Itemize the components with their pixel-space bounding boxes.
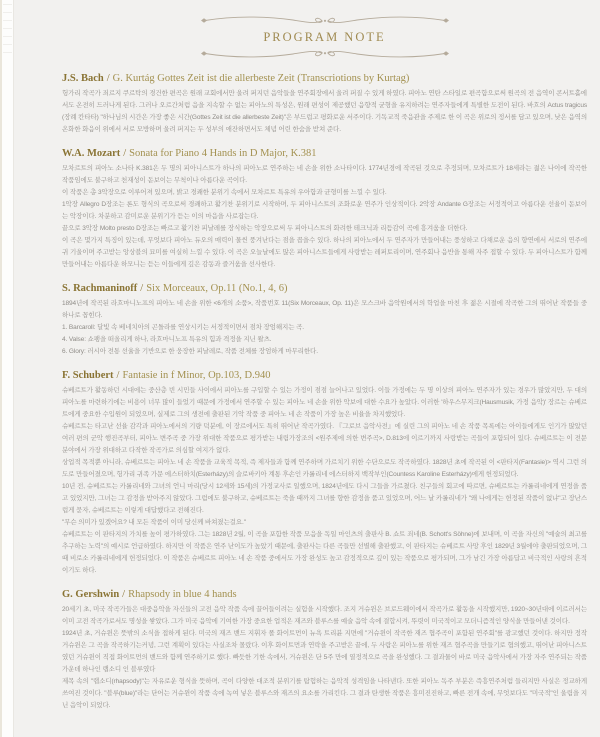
heading-divider: /: [140, 283, 144, 294]
page-edge-strip: [0, 0, 14, 737]
work-title: Rhapsody in blue 4 hands: [128, 589, 237, 600]
section-heading: [62, 369, 587, 382]
program-note-paragraph: 이 곡은 몇가지 특징이 있는데, 무엇보다 피아노 듀오의 매력이 물씬 풍겨난다는 점을 꼽을수 있다. 하나의 피아노에서 두 연주자가 만들어내는 풍성하고 다채로운 음의 향연에서 서로의 연주에 귀 기울이며 주고받는 앙상블의 묘미를 여실히 느낄 수 있다. 이 곡은 오늘날에도 많은 피아니스트들에게 사랑받는 레퍼토리이며, 연주회나 음반을 통해 자주 접할 수 있다. 두 피아니스트가 함께 만들어내는 아름다운 하모니는 듣는 이들에게 깊은 감동과 즐거움을 선사한다.: [62, 237, 587, 268]
section-bach: [62, 72, 587, 136]
heading-divider: /: [116, 370, 120, 381]
program-note-paragraph: 슈베르트는 이 판타지의 가치를 높이 평가하였다. 그는 1828년 2월, 이 곡을 포함한 작품 모음을 독일 마인츠의 출판사 B. 쇼트 죄네(B. Schott's Söhne)에 보내며, 이 곡을 자신의 "예술의 최고를 추구하는 노력"의 예시로 언급하였다. 하지만 이 작품은 연주 난이도가 높았기 때문에, 출판사는 다른 곡들만 선별해 출판했고, 이 판타지는 슈베르트 사망 후인 1829년 3월에야 출판되었으며, 그때 비로소 카롤리네에게 헌정되었다. 이 작품은 슈베르트 피아노 네 손 작품 중에서도 가장 완성도 높고 감정적으로 깊이 있는 작품으로 평가되며, 그가 남긴 가장 아름답고 비극적인 사랑의 흔적이기도 하다.: [62, 531, 587, 574]
program-note-header: [175, 14, 475, 60]
work-title: Sonata for Piano 4 Hands in D Major, K.381: [129, 148, 317, 159]
page-title: PROGRAM NOTE: [263, 30, 386, 44]
section-mozart: [62, 147, 587, 271]
program-note-paragraph: 4. Valse: 쇼팽을 떠올리게 하나, 라흐마니노프 특유의 힘과 격정을 지닌 왈츠.: [62, 336, 272, 343]
program-note-paragraph: 1. Barcaroll: 달빛 속 베네치아의 곤돌라를 연상시키는 서정적이면서 점차 장엄해지는 곡.: [62, 324, 304, 331]
program-note-paragraph: 슈베르트는 타고난 선율 감각과 피아노에서의 기량 덕분에, 이 장르에서도 특히 뛰어난 작곡가였다. 『그로브 음악사전』에 실린 그의 피아노 네 손 작품 목록에는 아이들에게도 인기가 많았던 여러 편의 군악 행진곡부터, 피아노 변주곡 중 가장 위대한 작품으로 평가받는 내림가장조의 <원주제에 의한 변주곡>, D.813에 이르기까지 사랑받는 곡들이 포함되어 있다. 슈베르트는 이 전문 분야에서 가장 위대하고 다작한 작곡가로 의심할 여지가 없다.: [62, 423, 587, 454]
heading-divider: /: [123, 148, 127, 159]
program-note-content: [62, 0, 587, 723]
section-gershwin: [62, 588, 587, 712]
heading-divider: /: [122, 589, 126, 600]
composer-name: G. Gershwin: [62, 589, 120, 600]
heading-divider: /: [106, 73, 110, 84]
work-title: G. Kurtág Gottes Zeit ist die allerbeste Zeit (Transcriotions by Kurtag): [112, 73, 410, 84]
section-heading: [62, 282, 587, 295]
program-note-paragraph: 헝가리 작곡가 죄르지 쿠르탁의 경건한 편곡은 원래 교회에서만 울려 퍼지던 음악들을 연주회장에서 울려 퍼질 수 있게 하였다. 피아노 연탄 스타일로 편곡함으로써 원곡의 전 음역이 콘서트홀에서도 온전히 드러나게 된다. 그러나 오르간처럼 음을 지속할 수 없는 피아노의 특성은, 원래 편성이 제공했던 음향적 균형을 유지하려는 연주자들에게 특별한 도전이 된다. 바흐의 Actus tragicus (장례 칸타타) "하나님의 시간은 가장 좋은 시간(Gottes Zeit ist die allerbeste Zeit)"은 부드럽고 평화로운 서주이다. 기독교적 죽음관을 주제로 한 이 곡은 위로의 정서를 담고 있으며, 낮은 음역의 온화한 화음이 위에서 서로 모방하며 울려 퍼지는 두 성부의 애잔하면서도 체념 어린 한숨을 받쳐 준다.: [62, 90, 587, 133]
composer-name: S. Rachmaninoff: [62, 283, 138, 294]
program-note-paragraph: "무슨 의미가 있겠어요? 내 모든 작품이 이미 당신께 바쳐졌는걸요.": [62, 519, 246, 526]
section-heading: [62, 147, 587, 160]
work-title: Six Morceaux, Op.11 (No.1, 4, 6): [146, 283, 288, 294]
program-note-paragraph: 끝으로 3악장 Molto presto D장조는 빠르고 활기찬 피날레를 장식하는 악장으로써 두 피아니스트의 화려한 테크닉과 리듬감이 곡에 흥겨움을 더한다.: [62, 225, 468, 232]
section-heading: [62, 588, 587, 601]
section-schubert: [62, 369, 587, 577]
program-note-paragraph: 20세기 초, 미국 작곡가들은 대중음악을 자신들의 고전 음악 작품 속에 끌어들이려는 실험을 시작했다. 조지 거슈윈은 브로드웨이에서 작곡가로 활동을 시작했지만, 1920~30년대에 이르러서는 이미 고전 작곡가로서도 명성을 쌓았다. 그가 미국 음악에 기여한 가장 중요한 업적은 재즈와 블루스를 예술 음악 속에 결합시켜, 뚜렷이 미국적이고 모더니즘적인 양식을 만들어낸 것이다.: [62, 606, 587, 625]
program-note-paragraph: 상업적 목적뿐 아니라, 슈베르트는 피아노 네 손 작품을 교육적 목적, 즉 제자들과 함께 연주하며 가르치기 위한 수단으로도 작곡하였다. 1828년 초에 작곡된 이 <판타지(Fantasie)> 역시 그런 의도로 만들어졌으며, 헝가리 귀족 가문 에스터하치(Esterházy)의 슬로바키아 계통 후손인 카롤리네 에스터하지 백작부인(Countess Karoline Esterházy)에게 헌정되었다.: [62, 459, 587, 478]
composer-name: J.S. Bach: [62, 73, 104, 84]
program-note-paragraph: 이 작품은 총 3악장으로 이루어져 있으며, 밝고 경쾌한 분위기 속에서 모차르트 특유의 우아함과 균형미를 느낄 수 있다.: [62, 189, 387, 196]
program-note-paragraph: 6. Glory: 러시아 전통 선율을 기반으로 한 웅장한 피날레로, 작품 전체를 장엄하게 마무리한다.: [62, 348, 318, 355]
program-note-paragraph: 1악장 Allegro D장조는 론도 형식의 곡으로써 경쾌하고 활기찬 분위기로 시작하며, 두 피아니스트의 조화로운 연주가 인상적이다. 2악장 Andante G장조는 서정적이고 아름다운 선율이 돋보이는 악장이다. 차분하고 감미로운 분위기가 듣는 이의 마음을 사로잡는다.: [62, 201, 587, 220]
page-bleed-lines: [3, 4, 12, 58]
program-note-paragraph: 모차르트의 피아노 소나타 K.381은 두 명의 피아니스트가 하나의 피아노로 연주하는 네 손을 위한 소나타이다. 1774년경에 작곡된 것으로 추정되며, 모차르트가 18세라는 젊은 나이에 작곡한 작품임에도 불구하고 천재성이 돋보이는 무척이나 아름다운 곡이다.: [62, 165, 587, 184]
composer-name: W.A. Mozart: [62, 148, 121, 159]
program-note-paragraph: 10년 전, 슈베르트는 카롤리네와 그녀의 언니 마리(당시 12세와 15세)의 가정교사로 일했으며, 1824년에도 다시 그들을 가르쳤다. 친구들의 회고에 따르면, 슈베르트는 카롤리네에게 연정을 품고 있었지만, 그녀는 그 감정을 받아주지 않았다. 그럼에도 불구하고, 슈베르트는 죽을 때까지 그녀를 향한 감정을 품고 있었으며, 어느 날 카롤리네가 "왜 나에게는 헌정된 작품이 없냐"고 장난스럽게 묻자, 슈베르트는 이렇게 대답했다고 전해진다.: [62, 483, 587, 514]
section-heading: [62, 72, 587, 85]
work-title: Fantasie in f Minor, Op.103, D.940: [122, 370, 271, 381]
flourish-ornament-top: [195, 14, 455, 27]
program-note-paragraph: 1894년에 작곡된 라흐마니노프의 피아노 네 손을 위한 <6개의 소품>, 작품번호 11(Six Morceaux, Op. 11)은 모스크바 음악원에서의 학업을 마친 후 젊은 시절에 작곡한 그의 뛰어난 작품들 중 하나로 꼽힌다.: [62, 300, 587, 319]
section-rachmaninoff: [62, 282, 587, 358]
composer-name: F. Schubert: [62, 370, 114, 381]
program-note-paragraph: 1924년 초, 거슈윈은 뜻밖의 소식을 접하게 된다. 미국의 재즈 밴드 지휘자 폴 화이트먼이 뉴욕 트리뷴 지면에 "거슈윈이 작곡한 재즈 협주곡이 포함된 연주회"를 광고했던 것이다. 하지만 정작 거슈윈은 그 곡을 작곡하기는커녕, 그런 계획이 있다는 사실조차 몰랐다. 이후 화이트먼과 연락을 주고받은 끝에, 두 사람은 피아노를 위한 재즈 협주곡을 만들기로 협의했고, 뛰어난 피아니스트였던 거슈윈이 직접 화이트먼의 밴드와 함께 연주하기로 했다. 빠듯한 기한 속에서, 거슈윈은 단 5주 만에 열정적으로 곡을 완성했다. 그 결과물이 바로 미국 음악사에서 가장 자주 연주되는 작품 가운데 하나인 랩소디 인 블루였다: [62, 630, 587, 673]
program-note-paragraph: 제목 속의 "랩소디(rhapsody)"는 자유로운 형식을 뜻하며, 곡이 다양한 대조적 분위기를 탐험하는 음악적 성격임을 나타낸다. 또한 피아노 독주 부분은 즉흥연주처럼 들리지만 사실은 정교하게 쓰여진 것이다. "블루(blue)"라는 단어는 거슈윈이 작품 속에 녹여 넣은 블루스와 재즈의 요소를 가리킨다. 그 결과 탄생한 작품은 흥미진진하고, 빠른 전개 속에, 무엇보다도 "미국적"인 울림을 지닌 음악이 되었다.: [62, 678, 587, 709]
flourish-ornament-bottom: [195, 47, 455, 60]
program-note-paragraph: 슈베르트가 활동하던 시대에는 중산층 빈 시민들 사이에서 피아노를 구입할 수 있는 가정이 점점 늘어나고 있었다. 이들 가정에는 두 명 이상의 피아노 연주자가 있는 경우가 많았지만, 두 대의 피아노를 마련하기에는 비용이 너무 많이 들었기 때문에 가정에서 연주할 수 있는 피아노 네 손을 위한 악보에 대한 수요가 높았다. 이러한 '하우스무지크(Hausmusik, 가정 음악)' 장르는 슈베르트에게 중요한 수입원이 되었으며, 실제로 그의 생전에 출판된 기악 작품 중 피아노 네 손 작품이 가장 높은 비율을 차지했었다.: [62, 387, 587, 418]
